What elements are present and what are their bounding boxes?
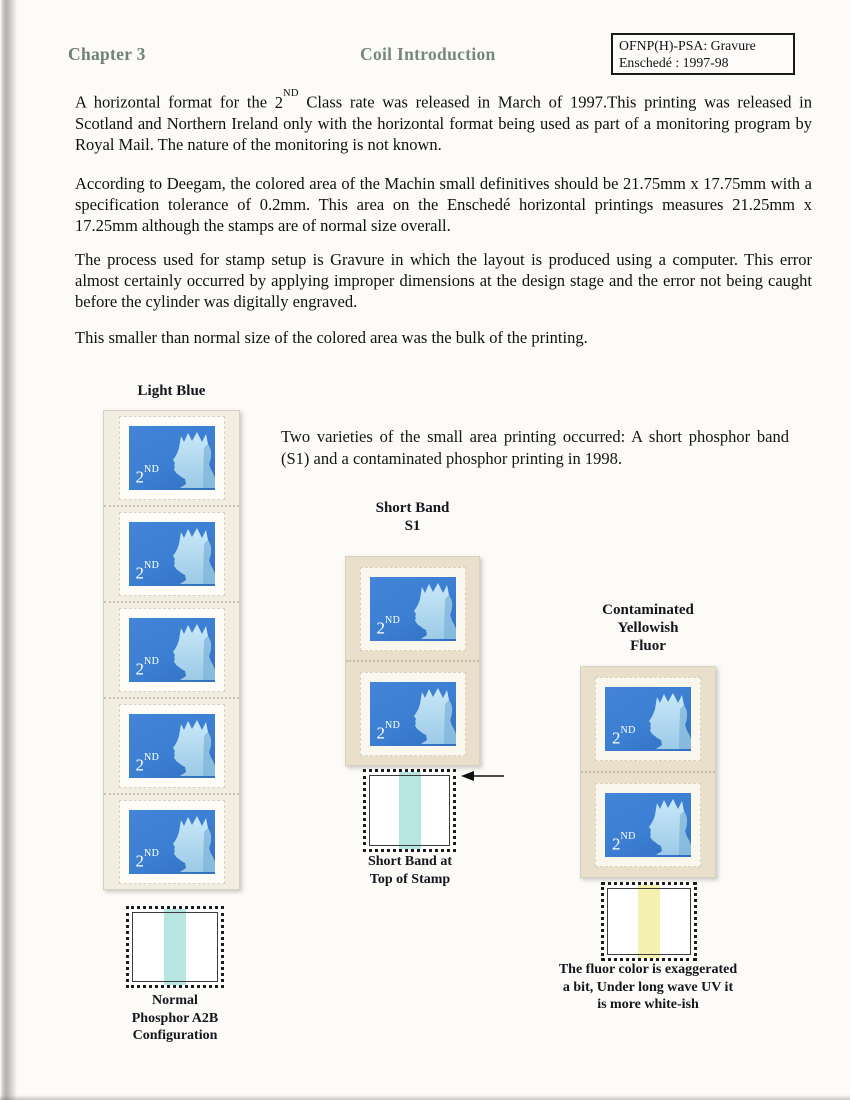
denom-main: 2 bbox=[135, 468, 144, 487]
info-box-line1: OFNP(H)-PSA: Gravure bbox=[619, 38, 756, 53]
denomination-label bbox=[136, 465, 160, 486]
denom-main: 2 bbox=[135, 852, 144, 871]
stamp bbox=[104, 699, 239, 795]
short-band-label-line2: S1 bbox=[404, 518, 421, 534]
denom-sup: ND bbox=[385, 719, 401, 731]
stamp-face bbox=[370, 682, 456, 746]
denomination-label bbox=[136, 657, 160, 678]
denomination-label bbox=[377, 616, 401, 637]
varieties-paragraph: Two varieties of the small area printing occurred: A short phosphor band (S1) and a contaminated phosphor printing in 1998. bbox=[281, 427, 789, 468]
paragraph-2: According to Deegam, the colored area of the Machin small definitives should be 21.75mm x 17.75mm with a specification tolerance of 0.2mm. This area on the Enschedé horizontal printings measures 21.25mm x 17.25mm although the stamps are of normal size overall. bbox=[75, 174, 812, 235]
denom-main: 2 bbox=[135, 660, 144, 679]
denomination-label bbox=[136, 753, 160, 774]
stamp-paper bbox=[360, 567, 466, 651]
contaminated-label bbox=[582, 601, 714, 655]
stamp-strip-short-band bbox=[345, 556, 480, 766]
short-band-caption bbox=[342, 853, 478, 888]
stamp bbox=[346, 557, 479, 662]
denom-main: 2 bbox=[376, 618, 385, 638]
normal-caption-line3: Configuration bbox=[132, 1028, 218, 1043]
fluor-caption-line1: The fluor color is exaggerated bbox=[558, 962, 738, 977]
stamp-paper bbox=[119, 704, 225, 788]
denomination-label bbox=[377, 721, 401, 742]
denom-main: 2 bbox=[612, 729, 621, 748]
diagram-inner-border bbox=[607, 888, 691, 955]
denom-main: 2 bbox=[376, 723, 385, 743]
info-box bbox=[611, 33, 795, 75]
denom-sup: ND bbox=[144, 656, 160, 668]
stamp bbox=[104, 411, 239, 507]
phosphor-diagram-normal bbox=[126, 906, 224, 988]
stamp bbox=[346, 662, 479, 765]
stamp-paper bbox=[119, 512, 225, 596]
stamp-face bbox=[129, 618, 215, 682]
stamp-paper bbox=[360, 672, 466, 756]
page-title: Coil Introduction bbox=[360, 44, 496, 64]
denomination-label bbox=[612, 832, 636, 853]
denom-sup: ND bbox=[385, 614, 401, 626]
contaminated-label-line1: Contaminated bbox=[602, 602, 694, 618]
stamp-face bbox=[129, 810, 215, 874]
denom-sup: ND bbox=[144, 752, 160, 764]
stamp-face bbox=[370, 577, 456, 641]
stamp-paper bbox=[119, 608, 225, 692]
fluor-caption-line2: a bit, Under long wave UV it bbox=[562, 979, 734, 995]
short-band-label-line1: Short Band bbox=[375, 500, 450, 516]
short-caption-line1: Short Band at bbox=[367, 854, 453, 869]
denomination-label bbox=[612, 726, 636, 747]
stamp bbox=[104, 795, 239, 889]
paragraph-1 bbox=[75, 88, 812, 155]
diagram-inner-border bbox=[369, 775, 450, 846]
denom-sup: ND bbox=[144, 560, 160, 572]
stamp-strip-light-blue bbox=[103, 410, 240, 890]
denomination-label bbox=[136, 561, 160, 582]
scan-edge-bottom bbox=[0, 1095, 850, 1100]
stamp-paper bbox=[595, 677, 701, 761]
denom-main: 2 bbox=[135, 564, 144, 583]
stamp-strip-contaminated bbox=[580, 666, 716, 878]
stamp bbox=[581, 667, 715, 773]
paragraph-3: The process used for stamp setup is Gravure in which the layout is produced using a computer. This error almost certainly occurred by applying improper dimensions at the design stage and the error not being caught before the cylinder was digitally engraved. bbox=[75, 250, 812, 311]
stamp-face bbox=[129, 426, 215, 490]
denom-main: 2 bbox=[612, 835, 621, 854]
paragraph-4: This smaller than normal size of the colored area was the bulk of the printing. bbox=[75, 328, 588, 347]
denom-sup: ND bbox=[282, 88, 299, 99]
denom-sup: ND bbox=[620, 725, 636, 737]
stamp-paper bbox=[595, 783, 701, 867]
short-band-label bbox=[345, 499, 480, 535]
phosphor-diagram-short-band bbox=[363, 769, 456, 852]
info-box-line2: Enschedé : 1997-98 bbox=[619, 55, 729, 70]
scan-edge-left bbox=[0, 0, 17, 1100]
denom-sup: ND bbox=[144, 464, 160, 476]
normal-phosphor-caption bbox=[107, 992, 243, 1045]
paragraph-1-text-before: A horizontal format for the bbox=[75, 92, 275, 112]
paragraph-1-text-after: Class rate was released in March of 1997.This printing was released in Scotland and Northern Ireland only with the horizontal format being used as part of a monitoring program by Royal Mail. The nature of the monitoring is not known. bbox=[75, 92, 812, 154]
normal-caption-line2: Phosphor A2B bbox=[131, 1010, 219, 1026]
contaminated-label-line3: Fluor bbox=[630, 638, 666, 654]
denom-main: 2 bbox=[135, 756, 144, 775]
stamp bbox=[581, 773, 715, 877]
stamp-paper bbox=[119, 800, 225, 884]
contaminated-label-line2: Yellowish bbox=[617, 620, 679, 636]
denomination-inline bbox=[274, 88, 299, 112]
phosphor-diagram-fluor bbox=[601, 882, 697, 961]
stamp-face bbox=[129, 522, 215, 586]
stamp-face bbox=[605, 687, 691, 751]
stamp-face bbox=[605, 793, 691, 857]
stamp-paper bbox=[119, 416, 225, 500]
denom-sup: ND bbox=[620, 831, 636, 843]
left-arrow-icon bbox=[460, 768, 506, 784]
light-blue-label: Light Blue bbox=[137, 383, 206, 399]
stamp bbox=[104, 603, 239, 699]
denom-main: 2 bbox=[274, 92, 283, 112]
denomination-label bbox=[136, 849, 160, 870]
short-caption-line2: Top of Stamp bbox=[369, 871, 451, 887]
stamp bbox=[104, 507, 239, 603]
fluor-caption bbox=[540, 961, 756, 1014]
normal-caption-line1: Normal bbox=[152, 993, 198, 1008]
diagram-inner-border bbox=[132, 912, 218, 982]
fluor-caption-line3: is more white-ish bbox=[597, 997, 699, 1012]
chapter-label: Chapter 3 bbox=[68, 44, 146, 64]
denom-sup: ND bbox=[144, 848, 160, 860]
stamp-face bbox=[129, 714, 215, 778]
